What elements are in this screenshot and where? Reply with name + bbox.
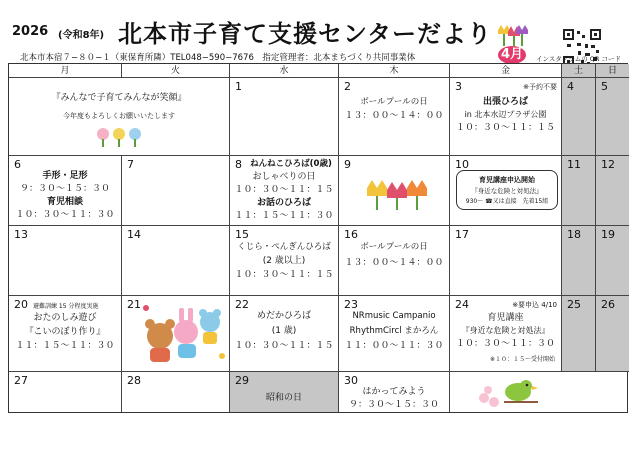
day-cell-20	[9, 296, 122, 372]
weekday-sat: 土	[562, 64, 596, 78]
event-time: ９：３０〜１５：３０	[19, 184, 110, 194]
animal-characters-icon	[142, 300, 228, 368]
day-number: 11	[567, 158, 581, 171]
day-cell-22	[230, 296, 339, 372]
event-time: １３：００〜１４：００	[344, 258, 444, 268]
day-cell-30	[339, 372, 450, 412]
event-note: 避難訓練 15 分程度実施	[33, 303, 99, 310]
day-cell-23	[339, 296, 450, 372]
event-title: ボールプールの日	[360, 97, 428, 107]
event-note: ※要申込 4/10	[512, 301, 557, 309]
notice-box	[456, 170, 558, 210]
day-number: 30	[344, 374, 358, 387]
event-title: 出張ひろば	[482, 97, 528, 107]
calendar-grid	[8, 63, 628, 413]
day-cell-29	[230, 372, 339, 412]
event-time: １０：３０〜１１：３０	[15, 210, 115, 220]
weekday-mon: 月	[9, 64, 122, 78]
event-time: １１：１５〜１１：３０	[15, 341, 115, 351]
day-cell-13	[9, 226, 122, 296]
event-title: めだかひろば	[256, 311, 311, 321]
day-cell-27	[9, 372, 122, 412]
day-cell-25	[562, 296, 596, 372]
intro-title: 『みんなで子育てみんなが笑顔』	[51, 93, 187, 103]
qr-caption: インスタグラムの QR コード	[536, 55, 622, 63]
notice-detail: 930〜 ☎又は直接 先着15組	[465, 198, 549, 205]
event-title: おたのしみ遊び	[33, 313, 97, 323]
day-number: 1	[235, 80, 242, 93]
day-number: 14	[127, 228, 141, 241]
weekday-tue: 火	[122, 64, 230, 78]
era: (令和8年)	[58, 30, 105, 41]
day-number: 21	[127, 298, 141, 311]
day-number: 27	[14, 374, 28, 387]
day-cell-12	[596, 156, 629, 226]
event-time: １１：００〜１１：３０	[344, 341, 444, 351]
day-number: 3	[455, 80, 462, 93]
day-number: 24	[455, 298, 469, 311]
event-title: お話のひろば	[256, 198, 311, 208]
weekday-sun: 日	[596, 64, 629, 78]
day-cell-19	[596, 226, 629, 296]
event-sub: 『こいのぼり作り』	[24, 327, 106, 337]
day-cell-11	[562, 156, 596, 226]
year: 2026	[12, 24, 49, 39]
event-time: １０：３０〜１１：１５	[234, 341, 334, 351]
event-title: はかってみよう	[362, 387, 426, 397]
day-cell-24	[450, 296, 562, 372]
event-title: 育児相談	[46, 197, 83, 207]
day-cell-28	[122, 372, 230, 412]
weekday-fri: 金	[450, 64, 562, 78]
day-cell-16	[339, 226, 450, 296]
address-line: 北本市本宿７−８０−１（東保育所隣）TEL048−590−7676 指定管理者：北本まちづくり共同事業体	[20, 53, 416, 63]
event-time: １０：３０〜１１：３０	[455, 339, 555, 349]
event-note-2: ※１０：１５〜受付開始	[489, 356, 555, 363]
day-number: 5	[601, 80, 608, 93]
day-number: 25	[567, 298, 581, 311]
day-cell-4	[562, 78, 596, 156]
day-number: 22	[235, 298, 249, 311]
event-title: 育児講座	[487, 313, 524, 323]
day-cell-7	[122, 156, 230, 226]
event-title: (2 歳以上)	[262, 256, 306, 266]
day-number: 26	[601, 298, 615, 311]
event-time: ９：３０〜１５：３０	[348, 400, 439, 410]
day-number: 13	[14, 228, 28, 241]
day-cell-18	[562, 226, 596, 296]
holiday-name: 昭和の日	[265, 393, 302, 403]
day-number: 15	[235, 228, 249, 241]
day-cell-10	[450, 156, 562, 226]
day-cell-5	[596, 78, 629, 156]
event-sub: 『身近な危険と対処法』	[461, 326, 550, 335]
notice-sub: 『身近な危険と対処法』	[471, 187, 543, 195]
event-time: １１：１５〜１１：３０	[234, 211, 334, 221]
day-cell-26	[596, 296, 629, 372]
event-time: １０：３０〜１１：１５	[234, 185, 334, 195]
day-number: 19	[601, 228, 615, 241]
day-cell-15	[230, 226, 339, 296]
month-badge: 4月	[498, 46, 526, 64]
tulips-icon	[365, 178, 429, 212]
blank-cell	[450, 372, 629, 412]
day-cell-2	[339, 78, 450, 156]
event-time: １０：３０〜１１：１５	[234, 270, 334, 280]
weekday-wed: 水	[230, 64, 339, 78]
intro-sub: 今年度もよろしくお願いいたします	[63, 112, 175, 120]
event-place: in 北本水辺プラザ公園	[464, 110, 547, 119]
day-number: 17	[455, 228, 469, 241]
day-cell-17	[450, 226, 562, 296]
day-number: 16	[344, 228, 358, 241]
day-number: 12	[601, 158, 615, 171]
day-number: 6	[14, 158, 21, 171]
weekday-thu: 木	[339, 64, 450, 78]
tulip-month-badge	[492, 24, 532, 64]
event-note: ※予約不要	[523, 83, 557, 91]
tulip-icon	[492, 24, 532, 48]
event-time: １３：００〜１４：００	[344, 111, 444, 121]
day-cell-9	[339, 156, 450, 226]
day-cell-3	[450, 78, 562, 156]
event-title: (1 歳)	[271, 326, 297, 336]
day-number: 18	[567, 228, 581, 241]
day-number: 7	[127, 158, 134, 171]
day-number: 4	[567, 80, 574, 93]
day-number: 20	[14, 298, 28, 311]
flowers-icon	[95, 126, 143, 148]
newsletter-title: 北本市子育て支援センターだより	[118, 20, 493, 48]
event-title: NRmusic Campanio	[352, 311, 436, 321]
day-cell-1	[230, 78, 339, 156]
day-cell-21	[122, 296, 230, 372]
event-title: ねんねこひろば(0歳)	[250, 159, 332, 169]
event-title: 手形・足形	[42, 171, 88, 181]
event-time: １０：３０〜１１：１５	[455, 123, 555, 133]
notice-title: 育児講座申込開始	[479, 176, 535, 184]
day-number: 10	[455, 158, 469, 171]
day-cell-6	[9, 156, 122, 226]
intro-cell	[9, 78, 230, 156]
bird-blossom-icon	[474, 374, 544, 410]
day-number: 23	[344, 298, 358, 311]
day-cell-14	[122, 226, 230, 296]
day-cell-8	[230, 156, 339, 226]
day-number: 9	[344, 158, 351, 171]
day-number: 2	[344, 80, 351, 93]
event-title: おしゃべりの日	[252, 172, 316, 182]
event-title: RhythmCircl まかろん	[349, 326, 439, 336]
day-number: 29	[235, 374, 249, 387]
event-title: ボールプールの日	[360, 242, 428, 252]
day-number: 28	[127, 374, 141, 387]
day-number: 8	[235, 158, 242, 171]
event-title: くじら・ぺんぎんひろば	[237, 242, 331, 252]
